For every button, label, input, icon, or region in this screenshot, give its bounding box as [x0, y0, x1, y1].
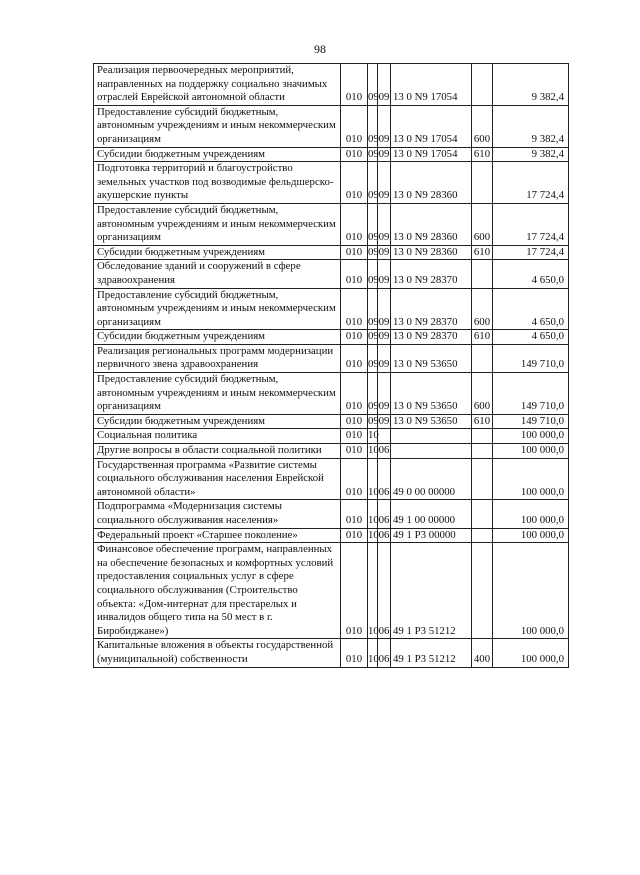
target-article-code	[391, 429, 472, 444]
section-code: 10	[368, 500, 378, 528]
row-name: Реализация региональных программ модернизации первичного звена здравоохранения	[94, 344, 341, 372]
subsection-code: 09	[378, 330, 391, 345]
section-code: 10	[368, 528, 378, 543]
section-code: 09	[368, 147, 378, 162]
expense-kind-code	[472, 500, 493, 528]
ministry-code: 010	[341, 639, 368, 667]
subsection-code: 06	[378, 639, 391, 667]
subsection-code: 06	[378, 543, 391, 639]
table-row	[94, 330, 569, 345]
expense-kind-code: 600	[472, 373, 493, 415]
table-row	[94, 344, 569, 372]
amount: 4 650,0	[493, 288, 569, 330]
target-article-code: 13 0 N9 28370	[391, 260, 472, 288]
expense-kind-code: 610	[472, 147, 493, 162]
amount: 100 000,0	[493, 543, 569, 639]
section-code: 10	[368, 543, 378, 639]
table-row	[94, 288, 569, 330]
expense-kind-code: 610	[472, 330, 493, 345]
target-article-code: 49 1 P3 51212	[391, 543, 472, 639]
table-row	[94, 147, 569, 162]
expense-kind-code	[472, 543, 493, 639]
table-row	[94, 105, 569, 147]
ministry-code: 010	[341, 288, 368, 330]
expense-kind-code	[472, 528, 493, 543]
ministry-code: 010	[341, 414, 368, 429]
expense-kind-code	[472, 344, 493, 372]
row-name: Субсидии бюджетным учреждениям	[94, 330, 341, 345]
amount: 9 382,4	[493, 147, 569, 162]
amount: 149 710,0	[493, 414, 569, 429]
section-code: 09	[368, 414, 378, 429]
expense-kind-code	[472, 260, 493, 288]
expense-kind-code: 600	[472, 203, 493, 245]
expense-kind-code: 600	[472, 105, 493, 147]
expense-kind-code	[472, 458, 493, 500]
section-code: 10	[368, 639, 378, 667]
subsection-code: 09	[378, 260, 391, 288]
amount: 100 000,0	[493, 444, 569, 459]
amount: 17 724,4	[493, 203, 569, 245]
table-row	[94, 639, 569, 667]
target-article-code: 13 0 N9 53650	[391, 344, 472, 372]
expense-kind-code: 610	[472, 245, 493, 260]
subsection-code: 09	[378, 147, 391, 162]
row-name: Предоставление субсидий бюджетным, автономным учреждениям и иным некоммерческим организациям	[94, 105, 341, 147]
section-code: 09	[368, 344, 378, 372]
ministry-code: 010	[341, 260, 368, 288]
row-name: Реализация первоочередных мероприятий, направленных на поддержку социально значимых отраслей Еврейской автономной области	[94, 64, 341, 106]
row-name: Федеральный проект «Старшее поколение»	[94, 528, 341, 543]
section-code: 09	[368, 245, 378, 260]
target-article-code: 13 0 N9 17054	[391, 64, 472, 106]
subsection-code: 06	[378, 458, 391, 500]
amount: 149 710,0	[493, 344, 569, 372]
expense-kind-code: 610	[472, 414, 493, 429]
subsection-code: 09	[378, 344, 391, 372]
ministry-code: 010	[341, 528, 368, 543]
subsection-code: 09	[378, 245, 391, 260]
ministry-code: 010	[341, 344, 368, 372]
expense-kind-code: 600	[472, 288, 493, 330]
ministry-code: 010	[341, 203, 368, 245]
ministry-code: 010	[341, 330, 368, 345]
target-article-code: 13 0 N9 28360	[391, 162, 472, 204]
row-name: Субсидии бюджетным учреждениям	[94, 414, 341, 429]
amount: 100 000,0	[493, 429, 569, 444]
row-name: Социальная политика	[94, 429, 341, 444]
target-article-code: 13 0 N9 28360	[391, 245, 472, 260]
target-article-code: 13 0 N9 17054	[391, 105, 472, 147]
table-row	[94, 203, 569, 245]
row-name: Капитальные вложения в объекты государственной (муниципальной) собственности	[94, 639, 341, 667]
table-row	[94, 458, 569, 500]
row-name: Подготовка территорий и благоустройство земельных участков под возводимые фельдшерско-акушерские пункты	[94, 162, 341, 204]
subsection-code: 09	[378, 373, 391, 415]
target-article-code: 13 0 N9 28370	[391, 288, 472, 330]
expense-kind-code	[472, 429, 493, 444]
subsection-code: 09	[378, 288, 391, 330]
expense-kind-code	[472, 444, 493, 459]
target-article-code: 13 0 N9 28360	[391, 203, 472, 245]
section-code: 10	[368, 429, 378, 444]
section-code: 09	[368, 373, 378, 415]
table-row	[94, 414, 569, 429]
amount: 100 000,0	[493, 500, 569, 528]
section-code: 10	[368, 444, 378, 459]
section-code: 09	[368, 64, 378, 106]
budget-table	[93, 63, 569, 668]
row-name: Финансовое обеспечение программ, направленных на обеспечение безопасных и комфортных условий предоставления социальных услуг в сфере социального обслуживания (Строительство объекта: «Дом-интернат для престарелых и инвалидов общего типа на 50 мест в г. Биробиджане»)	[94, 543, 341, 639]
expense-kind-code: 400	[472, 639, 493, 667]
amount: 17 724,4	[493, 245, 569, 260]
table-row	[94, 64, 569, 106]
table-row	[94, 500, 569, 528]
amount: 100 000,0	[493, 528, 569, 543]
target-article-code: 49 1 P3 00000	[391, 528, 472, 543]
subsection-code	[378, 429, 391, 444]
row-name: Предоставление субсидий бюджетным, автономным учреждениям и иным некоммерческим организациям	[94, 203, 341, 245]
target-article-code: 13 0 N9 53650	[391, 373, 472, 415]
ministry-code: 010	[341, 147, 368, 162]
ministry-code: 010	[341, 458, 368, 500]
subsection-code: 09	[378, 105, 391, 147]
target-article-code: 13 0 N9 53650	[391, 414, 472, 429]
ministry-code: 010	[341, 444, 368, 459]
table-row	[94, 373, 569, 415]
row-name: Обследование зданий и сооружений в сфере здравоохранения	[94, 260, 341, 288]
section-code: 09	[368, 288, 378, 330]
table-row	[94, 162, 569, 204]
expense-kind-code	[472, 162, 493, 204]
target-article-code: 13 0 N9 17054	[391, 147, 472, 162]
subsection-code: 06	[378, 444, 391, 459]
section-code: 09	[368, 203, 378, 245]
section-code: 09	[368, 162, 378, 204]
amount: 4 650,0	[493, 260, 569, 288]
target-article-code: 13 0 N9 28370	[391, 330, 472, 345]
ministry-code: 010	[341, 64, 368, 106]
subsection-code: 09	[378, 64, 391, 106]
ministry-code: 010	[341, 373, 368, 415]
amount: 9 382,4	[493, 64, 569, 106]
expense-kind-code	[472, 64, 493, 106]
section-code: 09	[368, 105, 378, 147]
amount: 100 000,0	[493, 639, 569, 667]
table-row	[94, 245, 569, 260]
ministry-code: 010	[341, 162, 368, 204]
ministry-code: 010	[341, 500, 368, 528]
table-row	[94, 528, 569, 543]
row-name: Предоставление субсидий бюджетным, автономным учреждениям и иным некоммерческим организациям	[94, 288, 341, 330]
amount: 17 724,4	[493, 162, 569, 204]
target-article-code	[391, 444, 472, 459]
ministry-code: 010	[341, 429, 368, 444]
ministry-code: 010	[341, 543, 368, 639]
row-name: Подпрограмма «Модернизация системы социального обслуживания населения»	[94, 500, 341, 528]
row-name: Другие вопросы в области социальной политики	[94, 444, 341, 459]
ministry-code: 010	[341, 245, 368, 260]
budget-table-body	[94, 64, 569, 668]
table-row	[94, 543, 569, 639]
table-row	[94, 429, 569, 444]
subsection-code: 06	[378, 500, 391, 528]
amount: 100 000,0	[493, 458, 569, 500]
amount: 9 382,4	[493, 105, 569, 147]
row-name: Государственная программа «Развитие системы социального обслуживания населения Еврейской автономной области»	[94, 458, 341, 500]
target-article-code: 49 0 00 00000	[391, 458, 472, 500]
row-name: Субсидии бюджетным учреждениям	[94, 147, 341, 162]
section-code: 10	[368, 458, 378, 500]
target-article-code: 49 1 00 00000	[391, 500, 472, 528]
ministry-code: 010	[341, 105, 368, 147]
amount: 149 710,0	[493, 373, 569, 415]
section-code: 09	[368, 260, 378, 288]
table-row	[94, 260, 569, 288]
section-code: 09	[368, 330, 378, 345]
row-name: Предоставление субсидий бюджетным, автономным учреждениям и иным некоммерческим организациям	[94, 373, 341, 415]
subsection-code: 09	[378, 162, 391, 204]
table-row	[94, 444, 569, 459]
page-number: 98	[314, 42, 326, 56]
target-article-code: 49 1 P3 51212	[391, 639, 472, 667]
subsection-code: 06	[378, 528, 391, 543]
subsection-code: 09	[378, 414, 391, 429]
row-name: Субсидии бюджетным учреждениям	[94, 245, 341, 260]
subsection-code: 09	[378, 203, 391, 245]
amount: 4 650,0	[493, 330, 569, 345]
